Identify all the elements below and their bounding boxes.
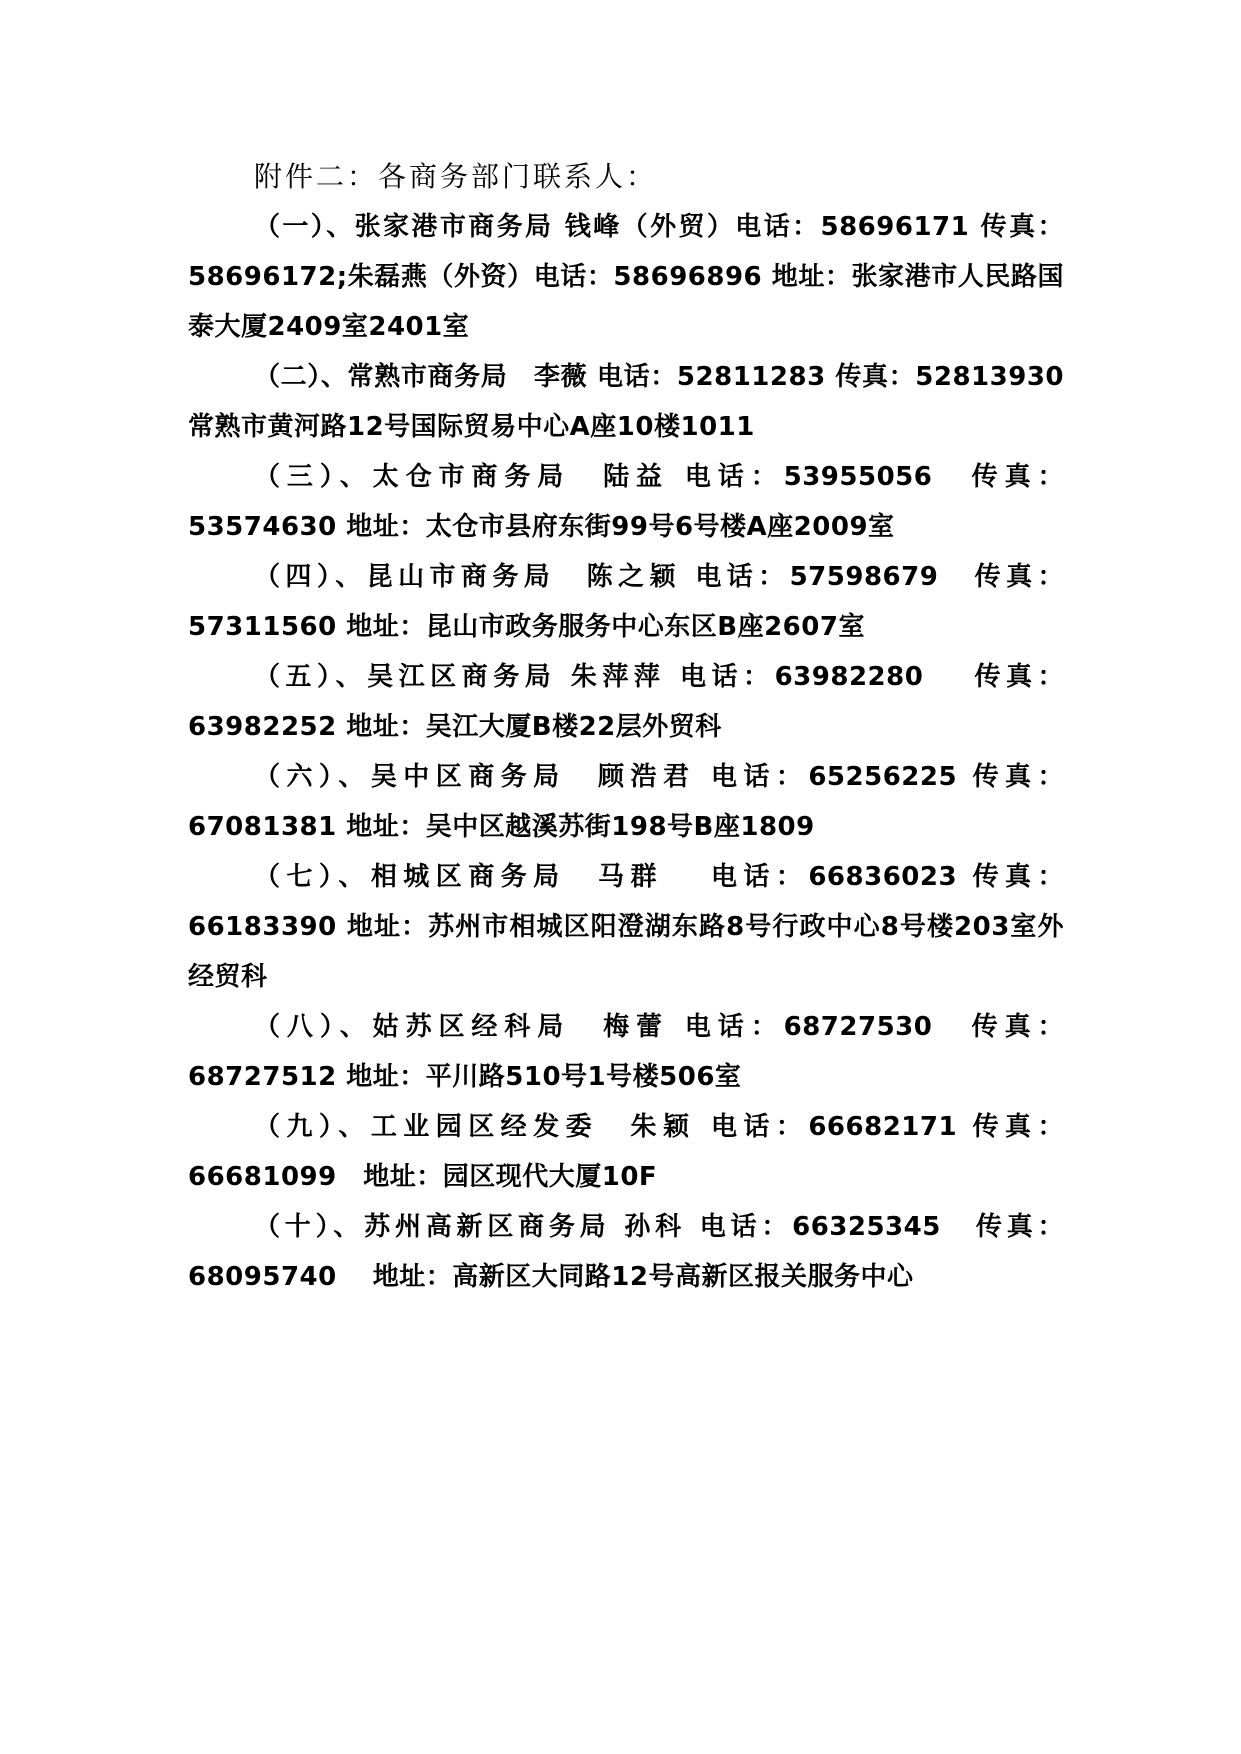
- contact-entry-industrial-park: （九）、工业园区经发委 朱颖 电话：66682171 传真：66681099 地址：园区现代大厦10F: [188, 1112, 1064, 1192]
- attachment-heading: 附件二：各商务部门联系人：: [254, 160, 658, 193]
- contact-entry-changshu: （二）、常熟市商务局 李薇 电话：52811283 传真：52813930 常熟市黄河路12号国际贸易中心A座10楼1011: [188, 362, 1064, 442]
- contact-entry-high-tech-zone: （十）、苏州高新区商务局 孙科 电话：66325345 传真：68095740 地址：高新区大同路12号高新区报关服务中心: [188, 1212, 1064, 1292]
- contact-entry-taicang: （三）、太仓市商务局 陆益 电话：53955056 传真：53574630 地址：太仓市县府东街99号6号楼A座2009室: [188, 462, 1064, 542]
- contact-entry-wuzhong: （六）、吴中区商务局 顾浩君 电话：65256225 传真：67081381 地址：吴中区越溪苏街198号B座1809: [188, 762, 1064, 842]
- contact-entry-gusu: （八）、姑苏区经科局 梅蕾 电话：68727530 传真：68727512 地址：平川路510号1号楼506室: [188, 1012, 1064, 1092]
- document-body: [188, 152, 1064, 1302]
- contact-entry-wujiang: （五）、吴江区商务局 朱萍萍 电话：63982280 传真：63982252 地址：吴江大厦B楼22层外贸科: [188, 662, 1064, 742]
- contact-entry-xiangcheng: （七）、相城区商务局 马群 电话：66836023 传真：66183390 地址：苏州市相城区阳澄湖东路8号行政中心8号楼203室外经贸科: [188, 862, 1064, 992]
- contact-entry-zhangjiagang: （一）、张家港市商务局 钱峰（外贸）电话：58696171 传真：58696172;朱磊燕（外资）电话：58696896 地址：张家港市人民路国泰大厦2409室2401室: [188, 212, 1064, 342]
- contact-entry-kunshan: （四）、昆山市商务局 陈之颖 电话：57598679 传真：57311560 地址：昆山市政务服务中心东区B座2607室: [188, 562, 1064, 642]
